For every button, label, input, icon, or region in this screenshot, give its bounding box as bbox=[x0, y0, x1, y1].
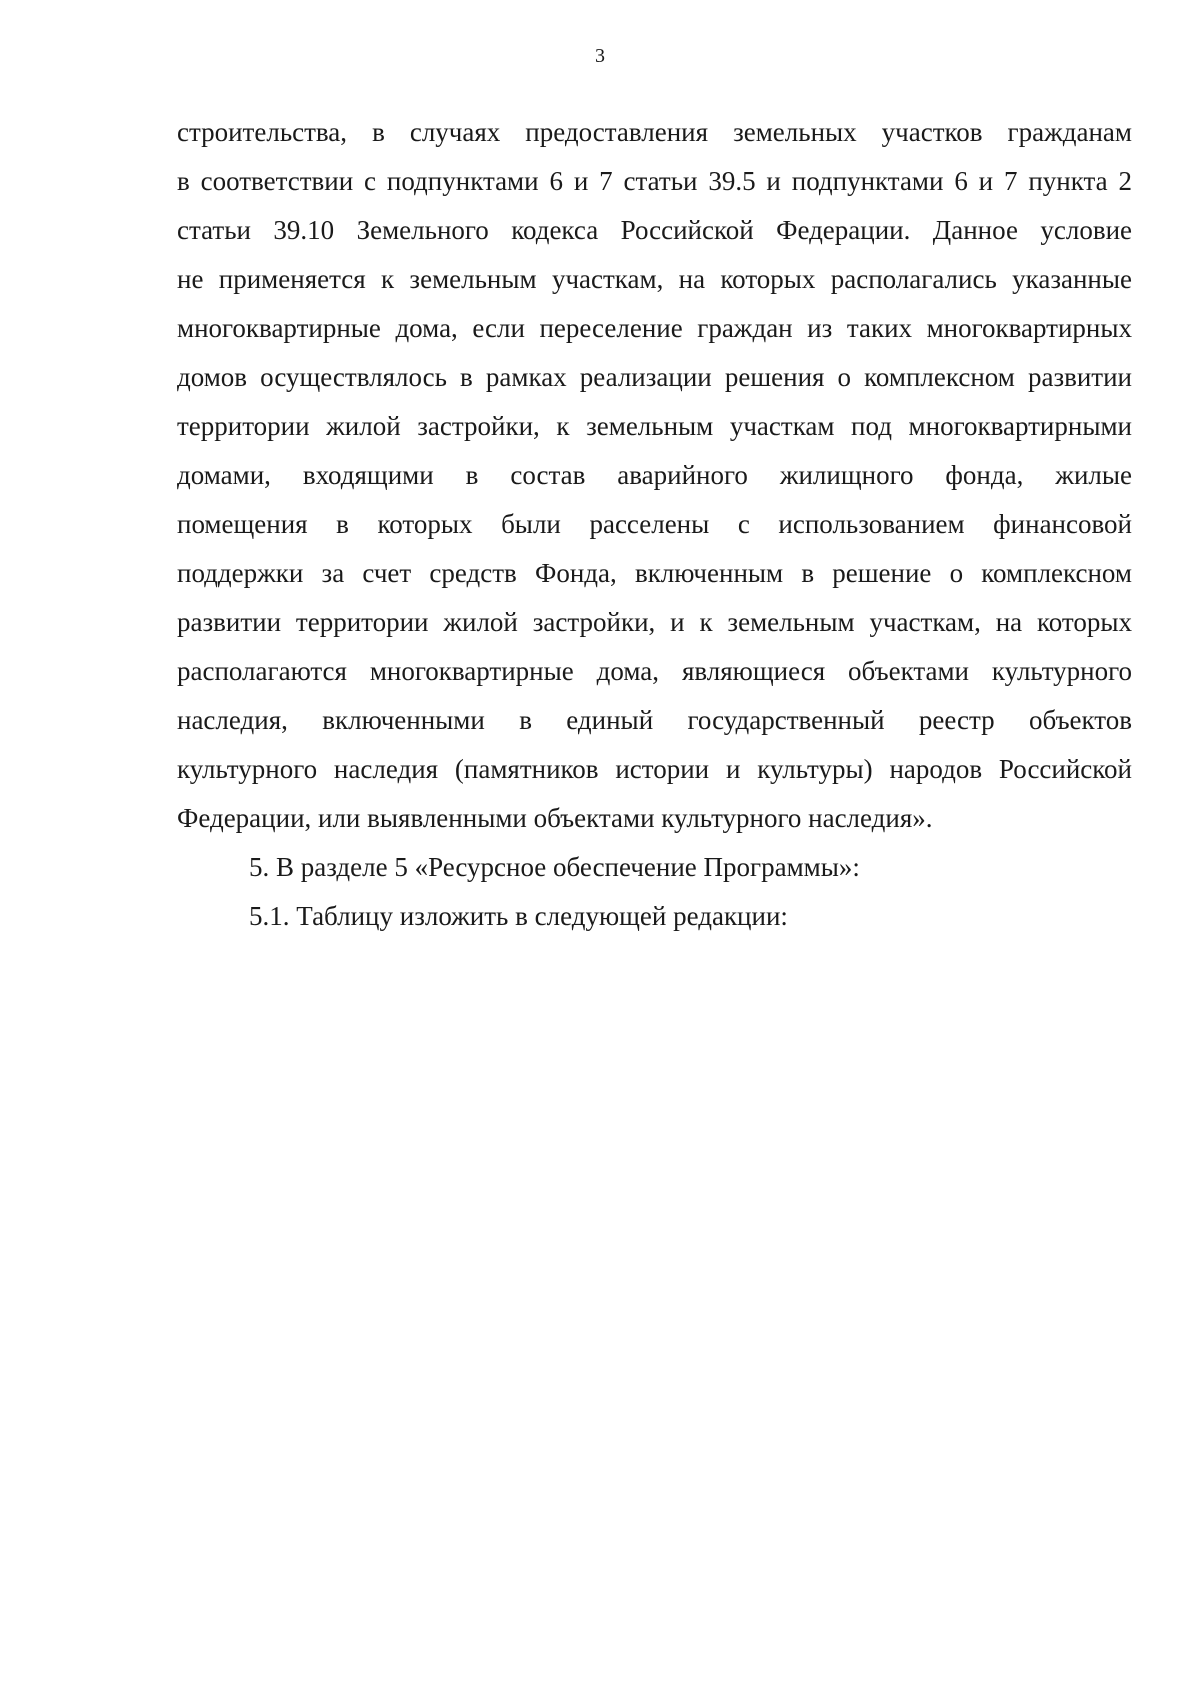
paragraph-section-5 bbox=[177, 843, 1132, 892]
text-line: домами, входящими в состав аварийного жилищного фонда, жилые bbox=[177, 460, 1132, 490]
text-line: Федерации, или выявленными объектами культурного наследия». bbox=[177, 803, 933, 833]
text-line: территории жилой застройки, к земельным участкам под многоквартирными bbox=[177, 411, 1132, 441]
text-line: располагаются многоквартирные дома, являющиеся объектами культурного bbox=[177, 656, 1132, 686]
page-number: 3 bbox=[595, 45, 605, 67]
document-body bbox=[177, 108, 1132, 941]
text-line: многоквартирные дома, если переселение граждан из таких многоквартирных bbox=[177, 313, 1132, 343]
text-line: не применяется к земельным участкам, на которых располагались указанные bbox=[177, 264, 1132, 294]
text-line: культурного наследия (памятников истории и культуры) народов Российской bbox=[177, 754, 1132, 784]
text-line: строительства, в случаях предоставления земельных участков гражданам bbox=[177, 117, 1132, 147]
text-line: поддержки за счет средств Фонда, включенным в решение о комплексном bbox=[177, 558, 1132, 588]
text-line: развитии территории жилой застройки, и к земельным участкам, на которых bbox=[177, 607, 1132, 637]
text-line: наследия, включенными в единый государственный реестр объектов bbox=[177, 705, 1132, 735]
text-line: 5.1. Таблицу изложить в следующей редакции: bbox=[249, 901, 788, 931]
paragraph-section-5-1 bbox=[177, 892, 1132, 941]
paragraph-land-plots bbox=[177, 108, 1132, 843]
text-line: статьи 39.10 Земельного кодекса Российской Федерации. Данное условие bbox=[177, 215, 1132, 245]
text-line: помещения в которых были расселены с использованием финансовой bbox=[177, 509, 1132, 539]
text-line: 5. В разделе 5 «Ресурсное обеспечение Программы»: bbox=[249, 852, 860, 882]
text-line: домов осуществлялось в рамках реализации решения о комплексном развитии bbox=[177, 362, 1132, 392]
text-line: в соответствии с подпунктами 6 и 7 статьи 39.5 и подпунктами 6 и 7 пункта 2 bbox=[177, 166, 1132, 196]
